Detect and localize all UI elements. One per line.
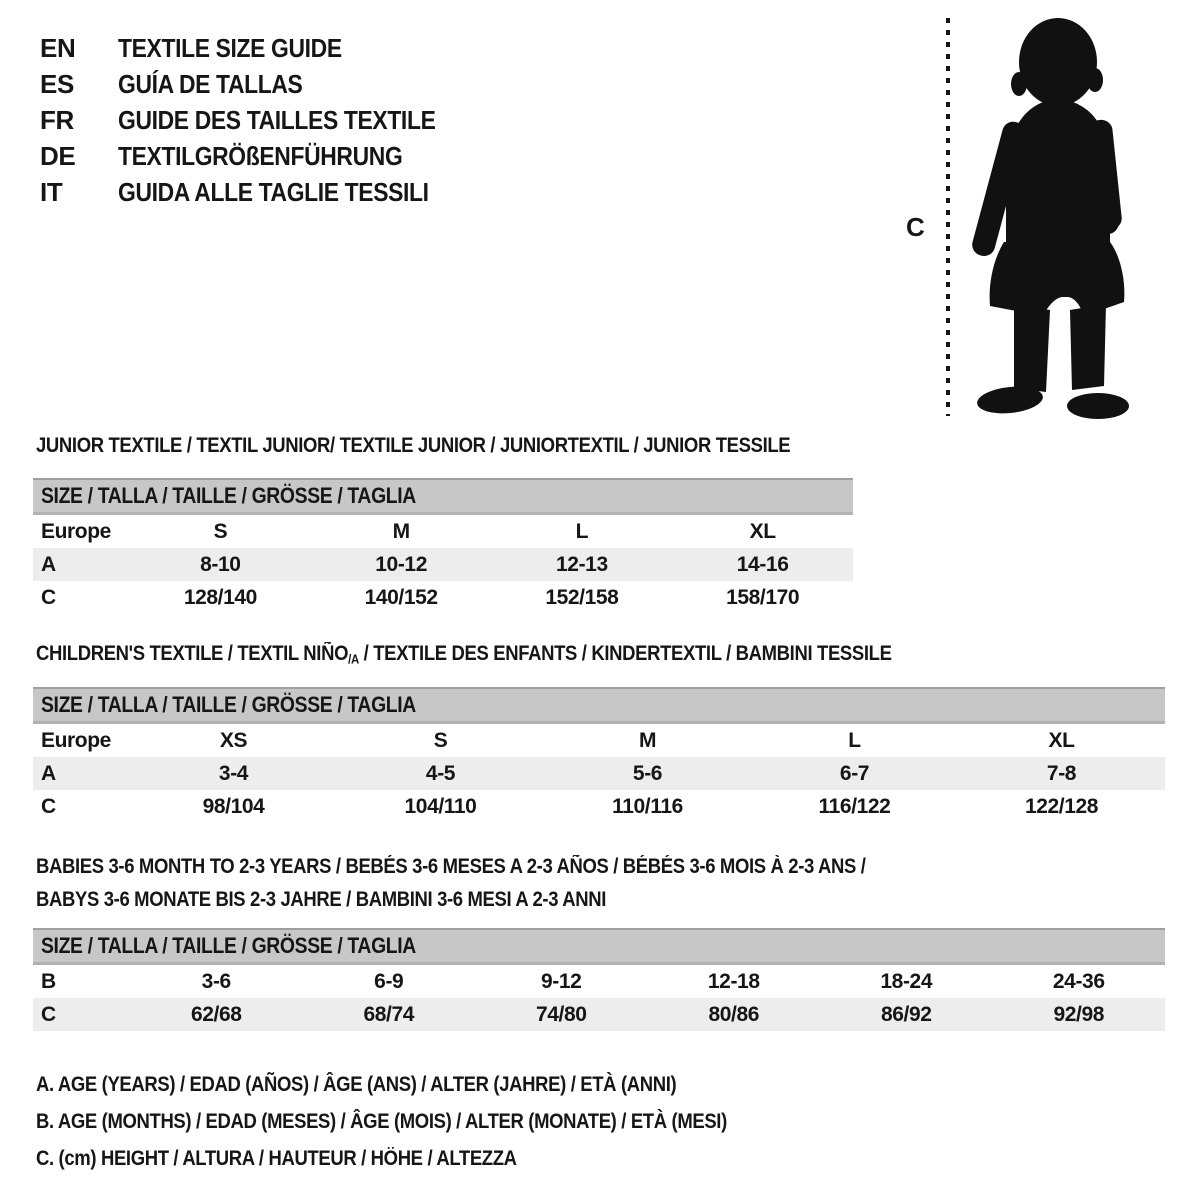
table-row xyxy=(33,790,1165,823)
table-row xyxy=(33,548,853,581)
size-cell: 98/104 xyxy=(202,794,265,818)
size-cell: 12-18 xyxy=(707,969,760,993)
size-cell: 3-4 xyxy=(218,761,249,785)
size-cell: 110/116 xyxy=(612,794,683,818)
size-cell: 122/128 xyxy=(1024,794,1099,818)
row-label: B xyxy=(41,969,56,993)
language-code: IT xyxy=(40,176,63,207)
dimension-label-c: C xyxy=(906,212,925,242)
size-header-band: SIZE / TALLA / TAILLE / GRÖSSE / TAGLIA xyxy=(33,928,1165,965)
size-cell: S xyxy=(433,728,448,752)
footnote-b: B. AGE (MONTHS) / EDAD (MESES) / ÂGE (MOIS) / ALTER (MONATE) / ETÀ (MESI) xyxy=(36,1110,727,1133)
size-cell: 140/152 xyxy=(364,585,438,609)
size-cell: L xyxy=(575,519,589,543)
size-cell: L xyxy=(848,728,861,752)
size-cell: S xyxy=(213,519,228,543)
size-cell: 24-36 xyxy=(1052,969,1105,993)
row-label: C xyxy=(41,1002,56,1026)
size-cell: 86/92 xyxy=(880,1002,932,1026)
title-subscript: /A xyxy=(348,651,359,667)
junior-size-table xyxy=(33,478,853,614)
language-code: ES xyxy=(40,68,74,99)
height-dimension-line xyxy=(946,18,950,416)
size-cell: 152/158 xyxy=(545,585,619,609)
babies-size-table xyxy=(33,928,1165,1031)
size-cell: 14-16 xyxy=(736,552,789,576)
language-row-fr xyxy=(40,102,479,138)
babies-title-line-1: BABIES 3-6 MONTH TO 2-3 YEARS / BEBÉS 3-6 MESES A 2-3 AÑOS / BÉBÉS 3-6 MOIS À 2-3 ANS / xyxy=(36,855,866,878)
size-cell: 62/68 xyxy=(190,1002,242,1026)
footnotes xyxy=(36,1066,821,1177)
size-cell: XS xyxy=(219,728,248,752)
row-label: C xyxy=(41,585,56,609)
table-row xyxy=(33,998,1165,1031)
language-row-it xyxy=(40,174,479,210)
row-label: Europe xyxy=(41,519,111,543)
table-row xyxy=(33,724,1165,757)
size-header-band: SIZE / TALLA / TAILLE / GRÖSSE / TAGLIA xyxy=(33,687,1165,724)
table-row xyxy=(33,965,1165,998)
language-row-es xyxy=(40,66,479,102)
language-code: EN xyxy=(40,32,76,63)
size-cell: 6-9 xyxy=(374,969,404,993)
language-title: TEXTILE SIZE GUIDE xyxy=(118,32,342,63)
size-cell: 158/170 xyxy=(726,585,800,609)
size-cell: XL xyxy=(1048,728,1075,752)
size-cell: 116/122 xyxy=(818,794,891,818)
footnote-c: C. (cm) HEIGHT / ALTURA / HAUTEUR / HÖHE / ALTEZZA xyxy=(36,1147,517,1170)
row-label: A xyxy=(41,761,56,785)
children-size-table xyxy=(33,687,1165,823)
size-cell: 18-24 xyxy=(880,969,933,993)
babies-title-line-2: BABYS 3-6 MONATE BIS 2-3 JAHRE / BAMBINI 3-6 MESI A 2-3 ANNI xyxy=(36,888,606,911)
row-label: Europe xyxy=(41,728,111,752)
language-code: FR xyxy=(40,104,74,135)
size-cell: M xyxy=(638,728,657,752)
size-cell: 4-5 xyxy=(425,761,456,785)
size-cell: 3-6 xyxy=(201,969,231,993)
language-row-en xyxy=(40,30,479,66)
size-cell: 10-12 xyxy=(375,552,427,576)
size-cell: 6-7 xyxy=(839,761,870,785)
language-title-list xyxy=(40,30,479,210)
size-cell: 12-13 xyxy=(556,552,608,576)
toddler-silhouette-icon xyxy=(958,10,1153,420)
row-label: C xyxy=(41,794,56,818)
language-title: GUÍA DE TALLAS xyxy=(118,68,303,99)
size-cell: XL xyxy=(749,519,776,543)
footnote-a: A. AGE (YEARS) / EDAD (AÑOS) / ÂGE (ANS) / ALTER (JAHRE) / ETÀ (ANNI) xyxy=(36,1073,677,1096)
babies-section-title xyxy=(36,850,979,916)
row-label: A xyxy=(41,552,56,576)
size-cell: 74/80 xyxy=(535,1002,587,1026)
size-cell: 9-12 xyxy=(541,969,582,993)
table-row xyxy=(33,515,853,548)
junior-section-title: JUNIOR TEXTILE / TEXTIL JUNIOR/ TEXTILE JUNIOR / JUNIORTEXTIL / JUNIOR TESSILE xyxy=(36,434,791,457)
size-cell: 80/86 xyxy=(708,1002,760,1026)
size-cell: 92/98 xyxy=(1053,1002,1105,1026)
size-cell: 5-6 xyxy=(632,761,663,785)
size-cell: 104/110 xyxy=(404,794,477,818)
language-code: DE xyxy=(40,140,76,171)
language-title: GUIDA ALLE TAGLIE TESSILI xyxy=(118,176,429,207)
language-title: GUIDE DES TAILLES TEXTILE xyxy=(118,104,436,135)
language-row-de xyxy=(40,138,479,174)
table-row xyxy=(33,581,853,614)
size-cell: 128/140 xyxy=(183,585,257,609)
table-row xyxy=(33,757,1165,790)
size-header-band: SIZE / TALLA / TAILLE / GRÖSSE / TAGLIA xyxy=(33,478,853,515)
children-section-title: CHILDREN'S TEXTILE / TEXTIL $NIÑO_{/A}$ / TEXTILE DES ENFANTS / KINDERTEXTIL / BAMBINI TESSILE xyxy=(36,642,892,667)
size-cell: 8-10 xyxy=(200,552,241,576)
language-title: TEXTILGRÖßENFÜHRUNG xyxy=(118,140,403,171)
size-cell: 68/74 xyxy=(363,1002,415,1026)
size-cell: M xyxy=(392,519,410,543)
size-cell: 7-8 xyxy=(1046,761,1077,785)
